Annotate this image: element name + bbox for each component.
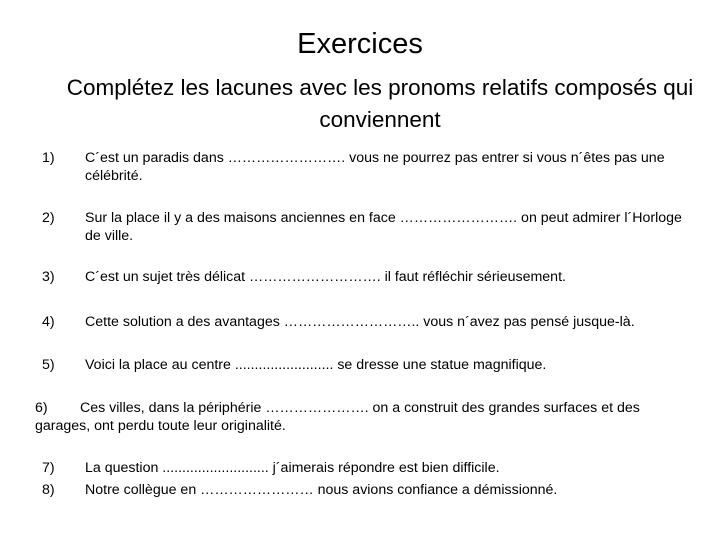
item-text: La question ........................... j´aimerais répondre est bien difficile. <box>85 460 500 476</box>
page-subtitle: Complétez les lacunes avec les pronoms relatifs composés qui conviennent <box>66 75 694 132</box>
item-text: Sur la place il y a des maisons anciennes en face ……………………. on peut admirer l´Horloge de ville. <box>85 210 682 244</box>
item-text: C´est un sujet très délicat ………………………. il faut réfléchir sérieusement. <box>85 269 566 285</box>
item-number: 5) <box>42 357 55 373</box>
item-number: 4) <box>42 314 55 330</box>
exercise-item-2 <box>42 209 692 245</box>
exercise-item-3 <box>42 268 692 286</box>
exercise-item-6 <box>35 399 685 435</box>
item-text: Voici la place au centre ......................... se dresse une statue magnifique. <box>85 357 547 373</box>
item-text: Cette solution a des avantages ……………………….. vous n´avez pas pensé jusque-là. <box>85 314 635 330</box>
item-number: 6) <box>35 400 48 416</box>
item-text: Ces villes, dans la périphérie …………………. on a construit des grandes surfaces et des garages, ont perdu toute leur originalité. <box>35 400 640 434</box>
item-number: 1) <box>42 150 55 166</box>
item-number: 7) <box>42 460 55 476</box>
item-number: 3) <box>42 269 55 285</box>
item-text: C´est un paradis dans ……………………. vous ne pourrez pas entrer si vous n´êtes pas une célébrité. <box>85 150 665 184</box>
item-number: 8) <box>42 482 55 498</box>
exercise-item-8 <box>42 481 692 499</box>
item-number: 2) <box>42 210 55 226</box>
exercise-item-7 <box>42 459 692 477</box>
item-text: Notre collègue en …………………… nous avions confiance a démissionné. <box>85 482 558 498</box>
exercise-item-1 <box>42 149 692 185</box>
exercise-item-4 <box>42 313 692 331</box>
exercise-item-5 <box>42 356 692 374</box>
page-title: Exercices <box>297 28 423 60</box>
